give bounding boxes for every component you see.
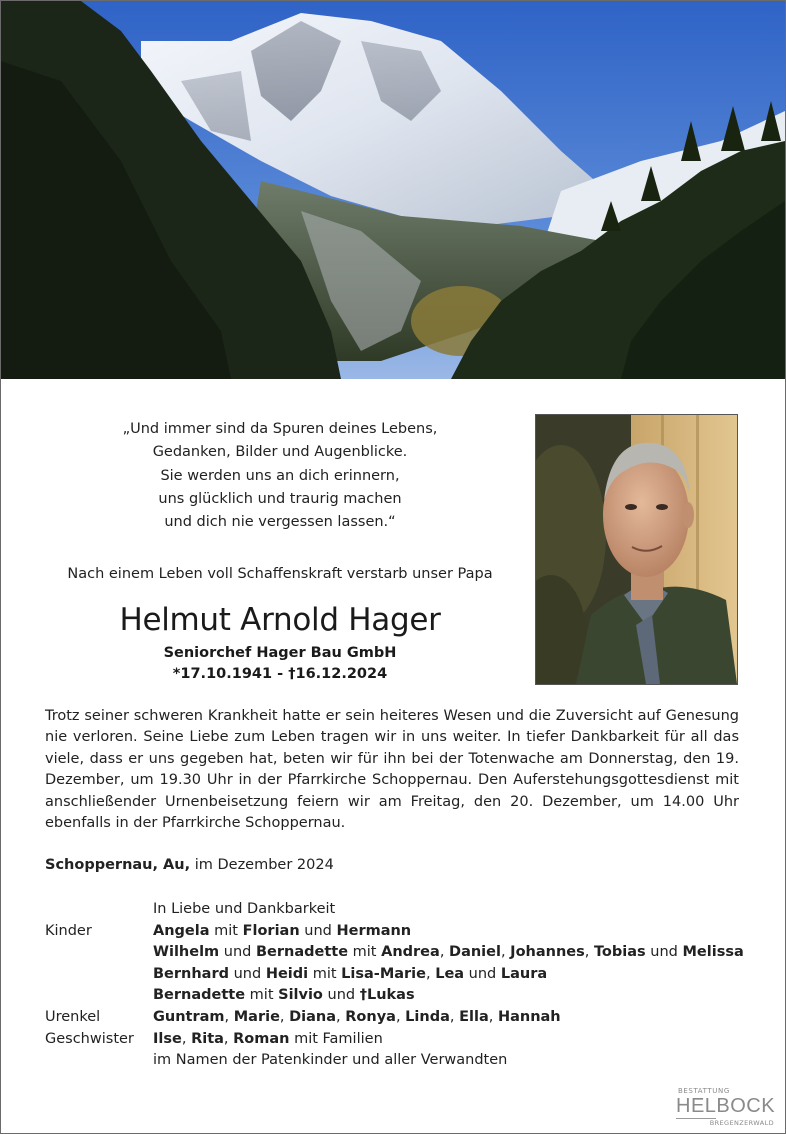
quote-line: Sie werden uns an dich erinnern, xyxy=(160,467,400,484)
family-name: Tobias xyxy=(593,944,646,961)
intro-text: Nach einem Leben voll Schaffenskraft verstarb unser Papa xyxy=(67,566,493,582)
family-row: Bernhard und Heidi mit Lisa-Marie, Lea und Laura xyxy=(153,965,548,982)
life-dates: *17.10.1941 - †16.12.2024 xyxy=(172,666,388,682)
family-opening: In Liebe und Dankbarkeit xyxy=(153,901,336,917)
family-name: Melissa xyxy=(682,944,744,961)
urenkel-label: Urenkel xyxy=(45,1008,101,1025)
family-name: Ilse xyxy=(153,1030,182,1047)
family-name: Diana xyxy=(289,1008,337,1025)
family-name: Wilhelm xyxy=(153,944,220,961)
family-name: Bernadette xyxy=(255,944,349,961)
family-name: Laura xyxy=(500,965,548,982)
family-name: Andrea xyxy=(381,944,440,961)
family-list xyxy=(45,899,745,1072)
family-name: Hermann xyxy=(336,922,412,939)
quote-line: uns glücklich und traurig machen xyxy=(158,490,402,507)
place-name: Schoppernau, Au, xyxy=(45,857,191,873)
family-row: Bernadette mit Silvio und †Lukas xyxy=(153,987,415,1004)
logo-top-text: BESTATTUNG xyxy=(678,1087,730,1095)
family-row xyxy=(45,1050,745,1072)
family-name: Guntram xyxy=(153,1008,225,1025)
family-closing: im Namen der Patenkinder und aller Verwandten xyxy=(153,1052,508,1069)
deceased-name: Helmut Arnold Hager xyxy=(119,602,441,638)
family-name: Lea xyxy=(435,965,465,982)
family-name: Roman xyxy=(233,1030,290,1047)
family-name: Ella xyxy=(459,1008,489,1025)
family-name: Ronya xyxy=(345,1008,396,1025)
quote-line: Gedanken, Bilder und Augenblicke. xyxy=(152,444,408,461)
family-name: Heidi xyxy=(265,965,309,982)
memorial-quote xyxy=(60,418,500,534)
funeral-home-logo xyxy=(672,1087,778,1127)
family-name: Daniel xyxy=(449,944,501,961)
family-name: Linda xyxy=(405,1008,450,1025)
logo-bottom-text: BREGENZERWALD xyxy=(709,1119,774,1127)
family-name: Hannah xyxy=(497,1008,561,1025)
family-row-urenkel: Urenkel Guntram, Marie, Diana, Ronya, Linda, Ella, Hannah xyxy=(45,1007,745,1029)
place-date: im Dezember 2024 xyxy=(190,857,334,873)
family-name: Florian xyxy=(242,922,300,939)
family-name: Marie xyxy=(233,1008,280,1025)
family-name: Lisa-Marie xyxy=(341,965,426,982)
family-name: Johannes xyxy=(510,944,585,961)
quote-line: und dich nie vergessen lassen.“ xyxy=(164,514,396,531)
portrait-photo xyxy=(535,414,738,685)
family-row-geschwister: Geschwister Ilse, Rita, Roman mit Familien xyxy=(45,1029,745,1051)
family-row-kinder: Kinder Angela mit Florian und Hermann xyxy=(45,921,745,943)
quote-line: „Und immer sind da Spuren deines Lebens, xyxy=(122,421,438,437)
family-name: Bernhard xyxy=(153,965,229,982)
family-name: †Lukas xyxy=(359,987,415,1004)
family-row xyxy=(45,899,745,921)
landscape-photo xyxy=(1,1,785,379)
kinder-label: Kinder xyxy=(45,922,92,939)
family-name: Bernadette xyxy=(153,987,246,1004)
place-date-line xyxy=(45,857,334,873)
body-paragraph xyxy=(45,706,739,834)
logo-main-text: HELBOCK xyxy=(676,1095,776,1117)
deceased-title: Seniorchef Hager Bau GmbH xyxy=(163,645,397,661)
family-name: Angela xyxy=(153,922,210,939)
geschwister-label: Geschwister xyxy=(45,1030,134,1047)
family-name: Rita xyxy=(191,1030,224,1047)
body-paragraph-text: Trotz seiner schweren Krankheit hatte er sein heiteres Wesen und die Zuversicht auf Genesung nie verloren. Seine Liebe zum Leben tragen wir in uns weiter. In tiefer Dankbarkeit für all das viele, dass er uns gegeben hat, beten wir für ihn bei der Totenwache am Donnerstag, den 19. Dezember, um 19.30 Uhr in der Pfarrkirche Schoppernau. Den Auferstehungsgottesdienst mit anschließender Urnenbeisetzung feiern wir am Freitag, den 20. Dezember, um 14.00 Uhr ebenfalls in der Pfarrkirche Schoppernau. xyxy=(45,708,739,832)
family-name: Silvio xyxy=(278,987,323,1004)
family-row: Wilhelm und Bernadette mit Andrea, Daniel, Johannes, Tobias und Melissa xyxy=(153,944,744,961)
